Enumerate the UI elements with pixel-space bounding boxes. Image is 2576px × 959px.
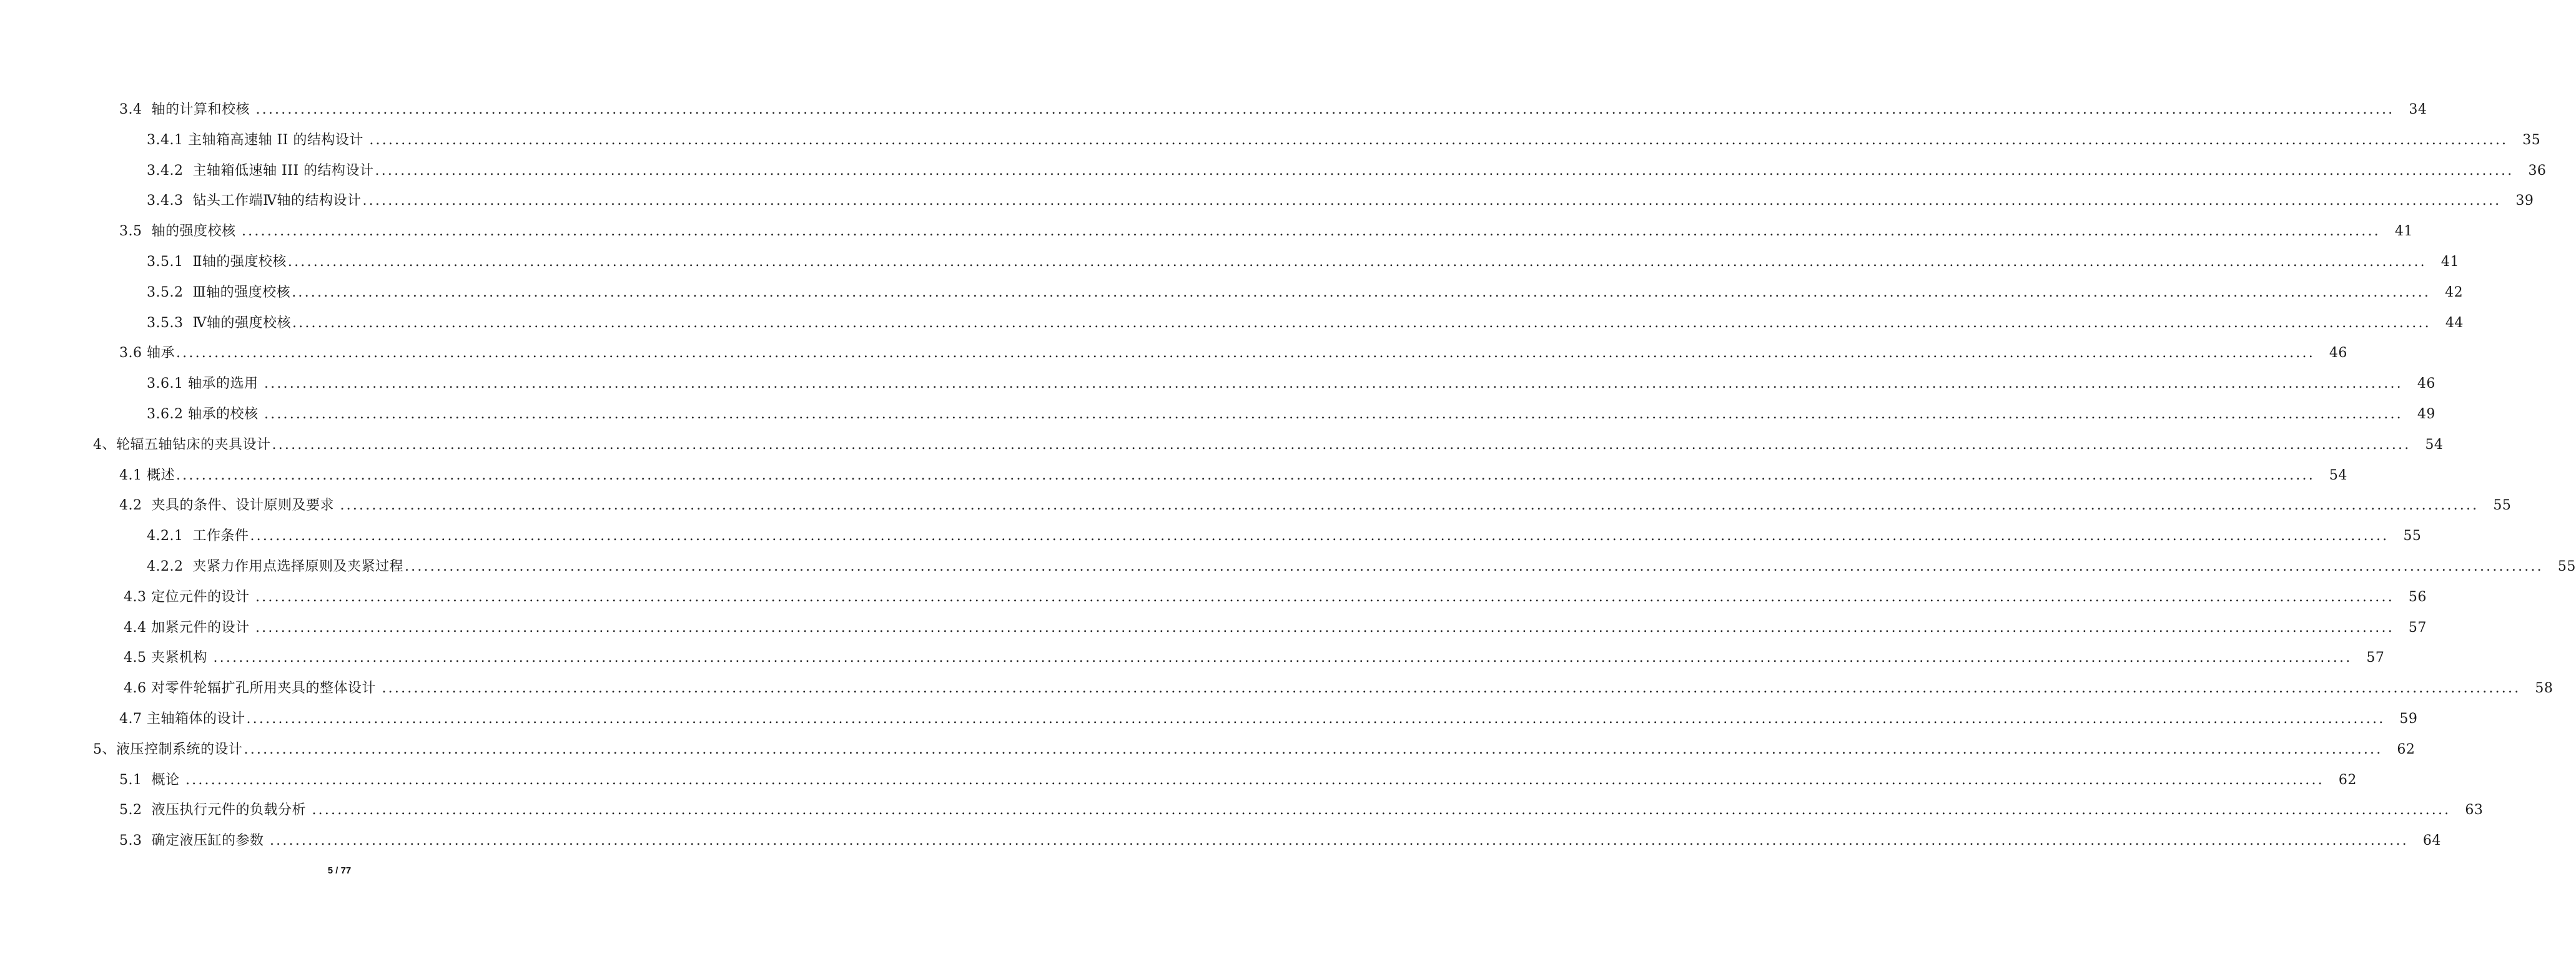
toc-entry[interactable] [0,521,2422,552]
toc-entry-page-number: 46 [2329,345,2347,361]
toc-entry[interactable] [0,765,2357,796]
toc-dot-leader: ................................................................................................................................................................................................................................................................................................................................................ [369,132,2509,148]
toc-entry-page-number: 55 [2403,528,2422,544]
toc-entry-title: 3.4.1 主轴箱高速轴 II 的结构设计 [147,132,368,148]
toc-entry[interactable] [0,217,2413,247]
toc-entry-title: 3.6.1 轴承的选用 [147,376,263,392]
toc-dot-leader: ................................................................................................................................................................................................................................................................................................................................................ [340,498,2479,514]
toc-entry-page-number: 62 [2338,772,2357,788]
toc-entry-title: 4.2.1 工作条件 [147,528,249,544]
page-number: 5 / 77 [327,865,352,876]
toc-entry-page-number: 55 [2557,558,2576,574]
toc-dot-leader: ................................................................................................................................................................................................................................................................................................................................................ [250,528,2389,544]
toc-entry-page-number: 39 [2515,193,2534,209]
toc-entry-page-number: 54 [2329,467,2347,483]
toc-entry[interactable] [0,125,2541,156]
toc-entry[interactable] [0,278,2464,308]
toc-dot-leader: ................................................................................................................................................................................................................................................................................................................................................ [185,772,2324,788]
toc-entry[interactable] [0,400,2435,430]
toc-entry[interactable] [0,186,2534,217]
toc-entry-page-number: 64 [2422,833,2441,849]
toc-entry-page-number: 41 [2440,253,2459,270]
toc-dot-leader: ................................................................................................................................................................................................................................................................................................................................................ [264,406,2403,422]
toc-entry-title: 3.4.3 钻头工作端Ⅳ轴的结构设计 [147,193,362,209]
toc-entry[interactable] [0,795,2484,826]
toc-entry-title: 4.4 加紧元件的设计 [124,619,254,636]
toc-dot-leader: ................................................................................................................................................................................................................................................................................................................................................ [292,315,2431,331]
toc-entry[interactable] [0,461,2347,491]
toc-entry-page-number: 46 [2417,376,2435,392]
toc-dot-leader: ................................................................................................................................................................................................................................................................................................................................................ [246,711,2386,727]
toc-entry[interactable] [0,674,2554,704]
toc-entry-title: 3.5.3 Ⅳ轴的强度校核 [147,315,291,331]
toc-entry[interactable] [0,247,2459,278]
toc-entry-page-number: 56 [2408,589,2427,605]
toc-entry[interactable] [0,552,2576,583]
table-of-contents [0,95,2576,857]
toc-entry-title: 4.1 概述 [119,467,175,483]
toc-entry-title: 3.6 轴承 [119,345,175,361]
toc-entry[interactable] [0,643,2385,674]
toc-entry-page-number: 34 [2409,102,2427,117]
toc-entry-page-number: 58 [2535,681,2554,697]
toc-entry-page-number: 54 [2425,436,2444,453]
toc-entry-title: 4.3 定位元件的设计 [124,589,254,605]
toc-entry-title: 4.5 夹紧机构 [124,650,212,666]
toc-dot-leader: ................................................................................................................................................................................................................................................................................................................................................ [255,102,2395,117]
toc-entry-title: 4.7 主轴箱体的设计 [119,711,245,727]
toc-entry-title: 3.5.1 Ⅱ轴的强度校核 [147,253,287,270]
toc-dot-leader: ................................................................................................................................................................................................................................................................................................................................................ [287,253,2427,270]
toc-entry-title: 3.5 轴的强度校核 [119,224,240,240]
toc-entry[interactable] [0,583,2427,613]
toc-entry[interactable] [0,613,2427,644]
toc-dot-leader: ................................................................................................................................................................................................................................................................................................................................................ [255,589,2394,605]
toc-dot-leader: ................................................................................................................................................................................................................................................................................................................................................ [312,802,2451,819]
toc-entry-page-number: 57 [2408,619,2427,636]
toc-entry-page-number: 49 [2417,406,2435,422]
toc-dot-leader: ................................................................................................................................................................................................................................................................................................................................................ [264,376,2403,392]
toc-entry-page-number: 59 [2399,711,2418,727]
toc-entry[interactable] [0,826,2441,857]
toc-dot-leader: ................................................................................................................................................................................................................................................................................................................................................ [292,284,2431,300]
toc-entry-title: 4.2.2 夹紧力作用点选择原则及夹紧过程 [147,558,403,574]
toc-entry-page-number: 44 [2445,315,2464,331]
toc-entry-title: 4.6 对零件轮辐扩孔所用夹具的整体设计 [124,681,381,697]
toc-entry-page-number: 36 [2528,162,2547,179]
toc-entry[interactable] [0,369,2435,400]
toc-entry-title: 3.5.2 Ⅲ轴的强度校核 [147,284,291,300]
toc-entry[interactable] [0,308,2464,339]
toc-dot-leader: ................................................................................................................................................................................................................................................................................................................................................ [241,224,2381,240]
toc-entry-page-number: 55 [2493,498,2512,514]
toc-entry-page-number: 57 [2366,650,2385,666]
toc-entry-title: 4.2 夹具的条件、设计原则及要求 [119,498,339,514]
toc-dot-leader: ................................................................................................................................................................................................................................................................................................................................................ [255,619,2394,636]
toc-entry-title: 3.4 轴的计算和校核 [119,102,255,117]
toc-entry[interactable] [0,430,2444,461]
toc-dot-leader: ................................................................................................................................................................................................................................................................................................................................................ [382,681,2521,697]
toc-dot-leader: ................................................................................................................................................................................................................................................................................................................................................ [269,833,2409,849]
toc-entry-title: 5.2 液压执行元件的负载分析 [119,802,311,819]
toc-entry-title: 3.4.2 主轴箱低速轴 III 的结构设计 [147,162,374,179]
toc-entry-page-number: 41 [2394,224,2413,240]
toc-entry[interactable] [0,735,2416,765]
toc-entry-title: 5.3 确定液压缸的参数 [119,833,269,849]
toc-dot-leader: ................................................................................................................................................................................................................................................................................................................................................ [375,162,2514,179]
toc-dot-leader: ................................................................................................................................................................................................................................................................................................................................................ [175,467,2315,483]
toc-dot-leader: ................................................................................................................................................................................................................................................................................................................................................ [213,650,2352,666]
toc-entry-title: 3.6.2 轴承的校核 [147,406,263,422]
toc-entry-page-number: 62 [2397,741,2416,757]
toc-entry-page-number: 35 [2522,132,2541,148]
toc-entry[interactable] [0,95,2427,125]
toc-entry[interactable] [0,704,2418,735]
toc-entry-page-number: 63 [2465,802,2484,819]
toc-entry-title: 5、液压控制系统的设计 [93,741,243,757]
toc-entry-title: 5.1 概论 [119,772,184,788]
toc-dot-leader: ................................................................................................................................................................................................................................................................................................................................................ [362,193,2502,209]
toc-dot-leader: ................................................................................................................................................................................................................................................................................................................................................ [175,345,2315,361]
toc-dot-leader: ................................................................................................................................................................................................................................................................................................................................................ [404,558,2544,574]
toc-entry-page-number: 42 [2445,284,2464,300]
toc-entry[interactable] [0,156,2547,187]
toc-entry-title: 4、轮辐五轴钻床的夹具设计 [93,436,271,453]
toc-dot-leader: ................................................................................................................................................................................................................................................................................................................................................ [272,436,2411,453]
toc-dot-leader: ................................................................................................................................................................................................................................................................................................................................................ [244,741,2383,757]
toc-entry[interactable] [0,338,2347,369]
toc-entry[interactable] [0,491,2512,521]
